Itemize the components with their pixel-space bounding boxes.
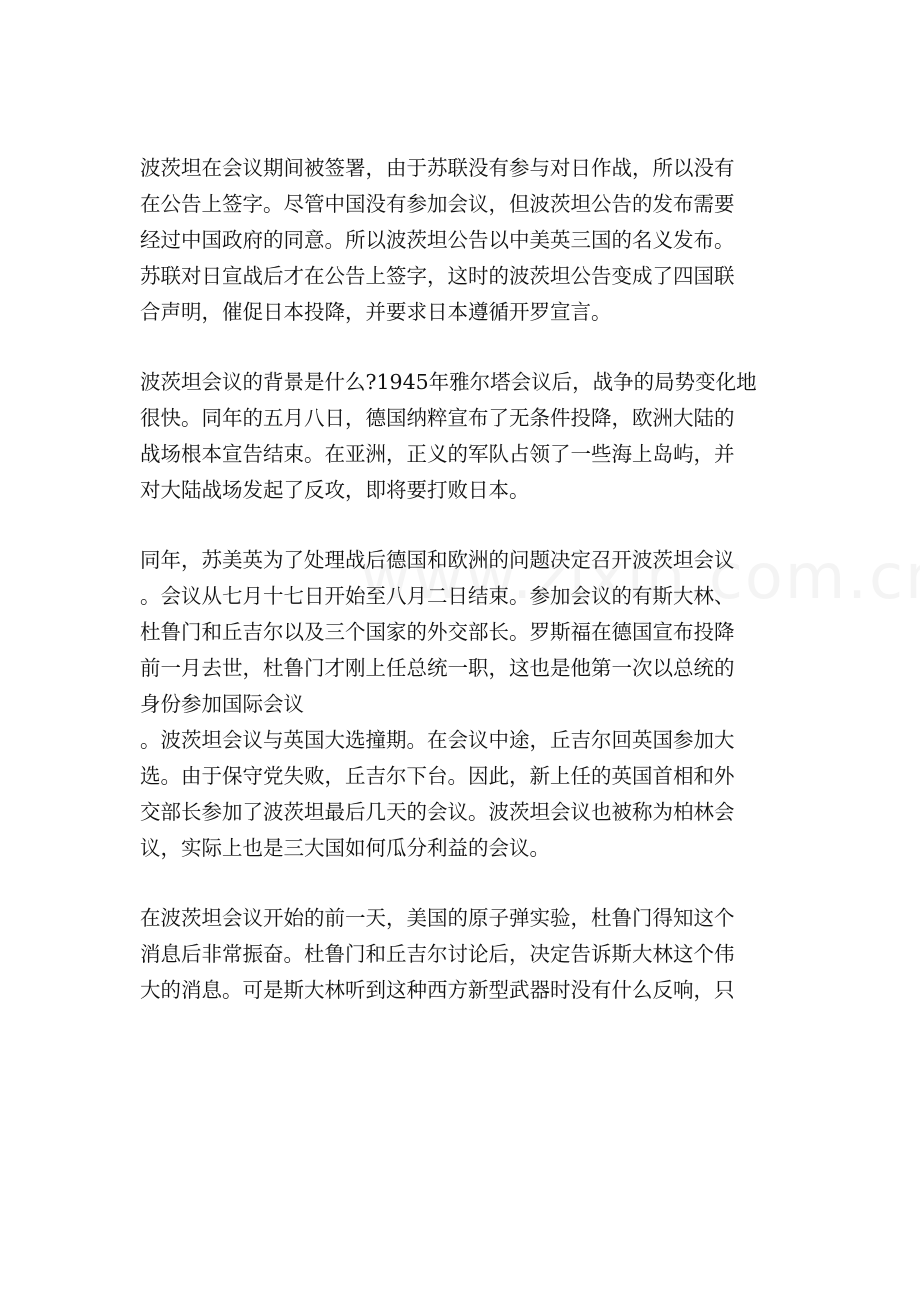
text-line: 。会议从七月十七日开始至八月二日结束。参加会议的有斯大林、 [140, 584, 735, 608]
paragraph-potsdam-declaration [140, 150, 780, 330]
text-line: 很快。同年的五月八日，德国纳粹宣布了无条件投降，欧洲大陆的 [140, 406, 735, 430]
text-line: 在波茨坦会议开始的前一天，美国的原子弹实验，杜鲁门得知这个 [140, 906, 735, 930]
text-line: 在公告上签字。尽管中国没有参加会议，但波茨坦公告的发布需要 [140, 192, 735, 216]
text-line: 合声明，催促日本投降，并要求日本遵循开罗宣言。 [140, 300, 612, 324]
document-body [140, 150, 780, 1042]
text-line: 议，实际上也是三大国如何瓜分利益的会议。 [140, 836, 550, 860]
text-line: 对大陆战场发起了反攻，即将要打败日本。 [140, 478, 530, 502]
text-line: 前一月去世，杜鲁门才刚上任总统一职，这也是他第一次以总统的 [140, 656, 735, 680]
text-line: 交部长参加了波茨坦最后几天的会议。波茨坦会议也被称为柏林会 [140, 800, 735, 824]
text-line: 选。由于保守党失败，丘吉尔下台。因此，新上任的英国首相和外 [140, 764, 735, 788]
text-line: 苏联对日宣战后才在公告上签字，这时的波茨坦公告变成了四国联 [140, 264, 735, 288]
text-line: 身份参加国际会议 [140, 692, 304, 716]
paragraph-conference [140, 542, 780, 866]
text-line: 经过中国政府的同意。所以波茨坦公告以中美英三国的名义发布。 [140, 228, 735, 252]
text-line: 战场根本宣告结束。在亚洲，正义的军队占领了一些海上岛屿，并 [140, 442, 735, 466]
text-line: 杜鲁门和丘吉尔以及三个国家的外交部长。罗斯福在德国宣布投降 [140, 620, 735, 644]
text-line: 波茨坦在会议期间被签署，由于苏联没有参与对日作战，所以没有 [140, 156, 735, 180]
text-line: 波茨坦会议的背景是什么?1945年雅尔塔会议后，战争的局势变化地 [140, 370, 757, 394]
text-line: 同年，苏美英为了处理战后德国和欧洲的问题决定召开波茨坦会议 [140, 548, 735, 572]
paragraph-background [140, 364, 780, 508]
text-line: 消息后非常振奋。杜鲁门和丘吉尔讨论后，决定告诉斯大林这个伟 [140, 942, 735, 966]
paragraph-atomic-bomb [140, 900, 780, 1008]
text-line: 。波茨坦会议与英国大选撞期。在会议中途，丘吉尔回英国参加大 [140, 728, 735, 752]
text-line: 大的消息。可是斯大林听到这种西方新型武器时没有什么反响，只 [140, 978, 735, 1002]
